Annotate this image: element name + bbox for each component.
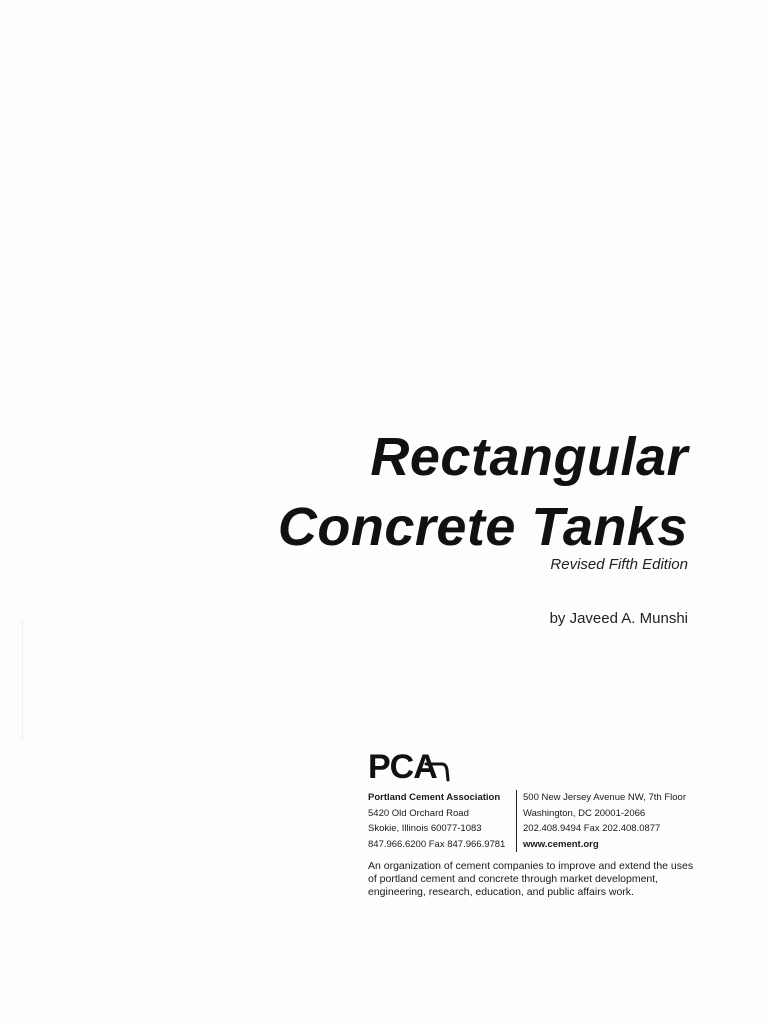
author-line: by Javeed A. Munshi (549, 610, 688, 627)
scan-artifact (22, 620, 23, 740)
org-name: Portland Cement Association (368, 792, 501, 803)
dc-city-state-zip: Washington, DC 20001-2066 (523, 807, 646, 819)
contact-right-column (517, 790, 686, 852)
title-line-1: Rectangular (370, 427, 688, 487)
dc-phone-fax: 202.408.9494 Fax 202.408.0877 (523, 823, 661, 834)
website-link: www.cement.org (523, 838, 599, 850)
pca-logo-text: PCA (368, 748, 437, 786)
phone-fax: 847.966.6200 Fax 847.966.9781 (368, 838, 506, 850)
contact-left-column (368, 790, 517, 852)
pca-swoosh-icon (424, 760, 450, 782)
pca-logo (368, 748, 448, 786)
mission-statement: An organization of cement companies to improve and extend the uses of portland cement and concrete through market development, engineering, research, education, and public affairs work. (368, 860, 694, 898)
dc-street-address: 500 New Jersey Avenue NW, 7th Floor (523, 792, 686, 803)
publisher-block (368, 748, 698, 899)
edition-label: Revised Fifth Edition (550, 556, 688, 573)
title-line-2: Concrete Tanks (277, 497, 688, 557)
city-state-zip: Skokie, Illinois 60077-1083 (368, 823, 482, 834)
street-address: 5420 Old Orchard Road (368, 807, 469, 819)
contact-info (368, 790, 698, 852)
title-block (278, 422, 688, 562)
